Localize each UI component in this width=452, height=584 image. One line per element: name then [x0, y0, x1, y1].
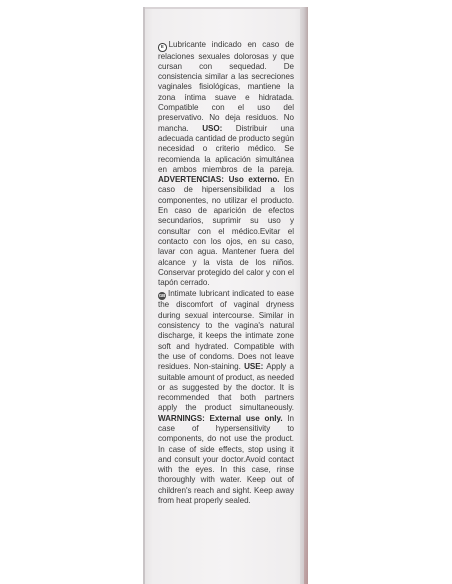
- spain-lang-icon: E: [158, 43, 167, 52]
- spanish-intro: Lubricante indicado en caso de relaciones sexuales dolorosas y que cursan con sequedad. De consistencia similar a las secreciones vaginales fisiológicas, mantiene la zona íntima suave e hidratada. Compatible con el uso del preservativo. No deja residuos. No mancha.: [158, 40, 294, 133]
- english-section: [158, 289, 294, 506]
- label-text-block: [158, 40, 294, 506]
- package-front-tint: [304, 430, 308, 584]
- uk-lang-icon: GB: [158, 293, 166, 299]
- spanish-warnings-label: ADVERTENCIAS: Uso externo.: [158, 175, 280, 185]
- package-top-edge: [143, 7, 308, 9]
- spanish-use-text: Distribuir una adecuada cantidad de producto según necesidad o criterio médico. Se recomienda la aplicación simultánea en ambos miembros de la pareja.: [158, 123, 295, 174]
- english-warnings-text: In case of hypersensitivity to components, do not use the product. In case of side effects, stop using it and consult your doctor.Avoid contact with the eyes. In this case, rinse thoroughly with water. Keep out of children's reach and sight. Keep away from heat properly sealed.: [158, 413, 295, 506]
- english-use-text: Apply a suitable amount of product, as needed or as suggested by the doctor. It is recommended that both partners apply the product simultaneously.: [158, 362, 294, 413]
- english-intro: Intimate lubricant indicated to ease the discomfort of vaginal dryness during sexual intercourse. Similar in consistency to the vagina's natural discharge, it keeps the intimate zone soft and hydrated. Compatible with the use of condoms. Does not leave residues. Non-staining.: [158, 289, 294, 372]
- english-use-label: USE:: [244, 362, 264, 372]
- spanish-use-label: USO:: [202, 123, 223, 133]
- spanish-section: [158, 40, 294, 288]
- english-warnings-label: WARNINGS: External use only.: [158, 413, 283, 423]
- package-left-edge: [143, 7, 145, 584]
- spanish-warnings-text: En caso de hipersensibilidad a los componentes, no utilizar el producto. En caso de aparición de efectos secundarios, suprimir su uso y consultar con el médico.Evitar el contacto con los ojos, en su caso, lavar con agua. Mantener fuera del alcance y la vista de los niños. Conservar protegido del calor y con el tapón cerrado.: [158, 175, 294, 288]
